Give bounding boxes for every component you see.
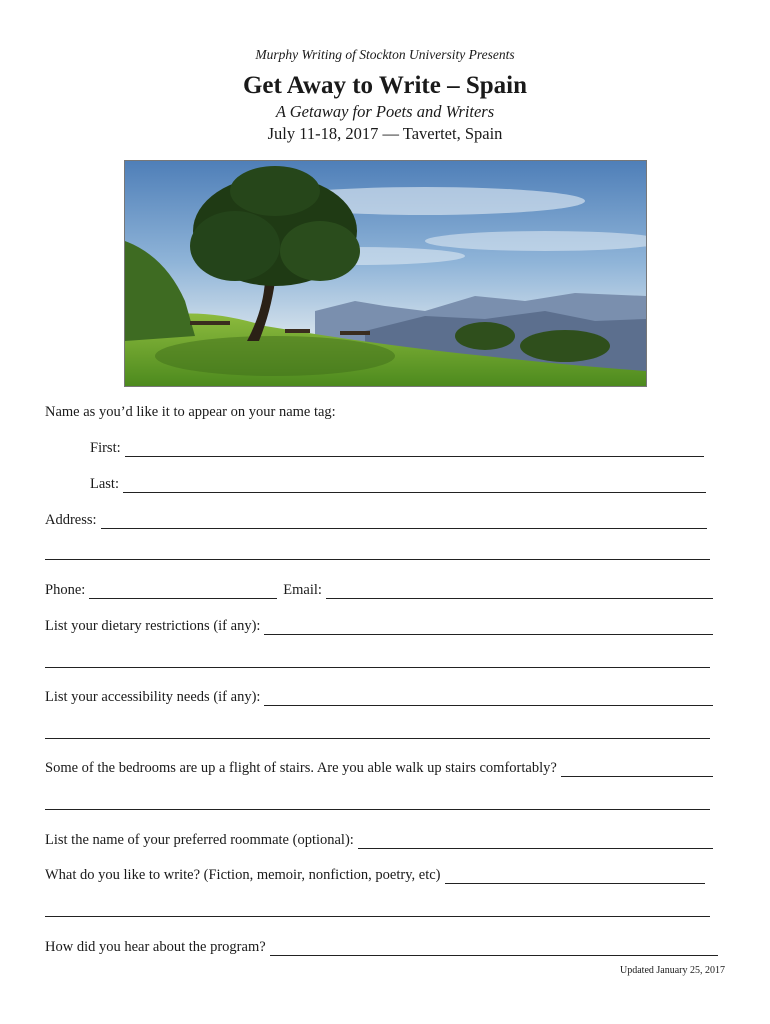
address-field[interactable] bbox=[101, 518, 707, 529]
roommate-field[interactable] bbox=[358, 838, 713, 849]
accessibility-field[interactable] bbox=[264, 695, 713, 706]
email-label: Email: bbox=[283, 582, 322, 598]
email-field[interactable] bbox=[326, 588, 713, 599]
phone-label: Phone: bbox=[45, 582, 86, 598]
address-row bbox=[45, 512, 707, 529]
hear-field[interactable] bbox=[270, 945, 718, 956]
last-name-row bbox=[90, 476, 706, 493]
name-intro: Name as you’d like it to appear on your name tag: bbox=[45, 404, 336, 420]
first-name-row bbox=[90, 440, 704, 457]
last-name-label: Last: bbox=[90, 476, 119, 492]
write-label: What do you like to write? (Fiction, memoir, nonfiction, poetry, etc) bbox=[45, 867, 441, 883]
event-dates: July 11-18, 2017 — Tavertet, Spain bbox=[267, 124, 503, 143]
dietary-row bbox=[45, 618, 713, 635]
write-row bbox=[45, 867, 705, 884]
roommate-row bbox=[45, 832, 713, 849]
hear-label: How did you hear about the program? bbox=[45, 939, 266, 955]
phone-field[interactable] bbox=[89, 588, 277, 599]
accessibility-row bbox=[45, 689, 713, 706]
page-subtitle: A Getaway for Poets and Writers bbox=[275, 102, 495, 121]
contact-row bbox=[45, 582, 713, 599]
roommate-label: List the name of your preferred roommate (optional): bbox=[45, 832, 354, 848]
write-field[interactable] bbox=[445, 873, 705, 884]
updated-date: Updated January 25, 2017 bbox=[620, 965, 725, 976]
hear-row bbox=[45, 939, 718, 956]
address-label: Address: bbox=[45, 512, 97, 528]
dietary-field[interactable] bbox=[264, 624, 713, 635]
dietary-line-2[interactable] bbox=[45, 667, 710, 668]
write-line-2[interactable] bbox=[45, 916, 710, 917]
address-line-2[interactable] bbox=[45, 559, 710, 560]
stairs-label: Some of the bedrooms are up a flight of stairs. Are you able walk up stairs comfortably? bbox=[45, 760, 557, 776]
accessibility-line-2[interactable] bbox=[45, 738, 710, 739]
page-title: Get Away to Write – Spain bbox=[242, 72, 528, 99]
presenter-line: Murphy Writing of Stockton University Presents bbox=[255, 47, 515, 62]
first-name-field[interactable] bbox=[125, 446, 704, 457]
dietary-label: List your dietary restrictions (if any): bbox=[45, 618, 261, 634]
first-name-label: First: bbox=[90, 440, 121, 456]
stairs-field[interactable] bbox=[561, 766, 713, 777]
accessibility-label: List your accessibility needs (if any): bbox=[45, 689, 261, 705]
stairs-row bbox=[45, 760, 713, 777]
landscape-photo bbox=[124, 160, 647, 387]
last-name-field[interactable] bbox=[123, 482, 706, 493]
stairs-line-2[interactable] bbox=[45, 809, 710, 810]
